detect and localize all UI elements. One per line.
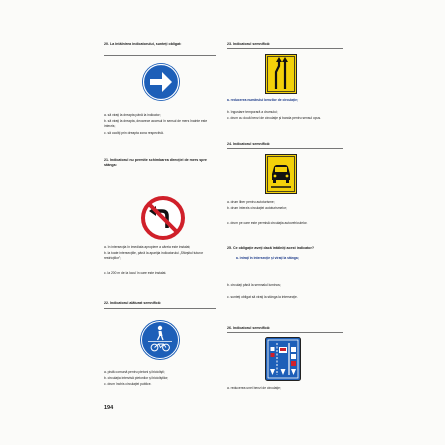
lane-reduction-sign-icon: [265, 54, 297, 94]
q25-option-a: a. intraţi în intersecţie şi viraţi la stânga;: [236, 256, 299, 260]
q26-option-a: a. reducerea unei benzi de circulaţie;: [227, 386, 281, 390]
q22-option-a: a. pistă comună pentru pietoni şi biciclişti;: [104, 370, 165, 374]
q20-option-a: a. să viraţi la dreapta până la indicator;: [104, 113, 161, 117]
q23-option-b: b. îngustare temporară a drumului;: [227, 110, 278, 114]
q23-option-c: c. drum cu două benzi de circulaţie şi banda pentru sensul opus.: [227, 116, 322, 120]
no-left-turn-sign-icon: [141, 196, 185, 240]
question-21-label: 21. Indicatorul nu permite schimbarea direcţiei de mers spre stânga:: [104, 158, 207, 167]
question-22-label: 22. Indicatorul alăturat semnifică:: [104, 301, 162, 305]
q22-option-b: b. circulaţia interzisă pietonilor şi bicicliştilor;: [104, 376, 169, 380]
q20-option-c: c. să ocoliţi prin dreapta zona respectivă.: [104, 131, 164, 135]
q21-option-b: b. la toate intersecţiile, până la apariţia indicatorului „Sfârşitul tuturor restricţiilor”;: [104, 251, 204, 260]
q21-option-c: c. la 200 m de la locul în care este instalat.: [104, 271, 167, 275]
q22-option-c: c. drum închis circulaţiei publice.: [104, 382, 152, 386]
divider: [227, 148, 343, 149]
divider: [227, 332, 343, 333]
divider: [104, 55, 216, 56]
pedestrian-bicycle-path-sign-icon: [139, 319, 181, 361]
q25-option-b: b. circulaţi până la semnalul luminos;: [227, 283, 281, 287]
q23-option-a: a. reducerea numărului benzilor de circulaţie;: [227, 98, 299, 102]
question-20-label: 20. La întâlnirea indicatorului, sunteţi obligat:: [104, 42, 182, 46]
divider: [227, 48, 343, 49]
question-26-label: 26. Indicatorul semnifică:: [227, 326, 271, 330]
q24-option-a: a. drum liber pentru autoturisme;: [227, 200, 275, 204]
q21-option-a: a. în intersecţia în imediata apropiere a căreia este instalat;: [104, 245, 191, 249]
divider: [104, 308, 216, 309]
lane-configuration-sign-icon: [265, 337, 301, 381]
page-number: 194: [104, 405, 114, 411]
question-25-label: 25. Ce obligaţie aveţi dacă întâlniţi acest indicator?: [227, 246, 315, 250]
q24-option-b: b. drum interzis circulaţiei autoturismelor;: [227, 206, 287, 210]
q20-option-b: b. să viraţi la dreapta, deoarece accesul în sensul de mers înainte este interzis;: [104, 119, 208, 128]
q25-option-c: c. sunteţi obligat să viraţi la stânga la intersecţie.: [227, 295, 298, 299]
mandatory-direction-sign-icon: [141, 62, 181, 102]
q24-option-c: c. drum pe care este permisă circulaţia autovehiculelor.: [227, 221, 308, 225]
question-23-label: 23. Indicatorul semnifică:: [227, 42, 271, 46]
question-24-label: 24. Indicatorul semnifică:: [227, 142, 271, 146]
car-lane-sign-icon: [265, 154, 297, 194]
